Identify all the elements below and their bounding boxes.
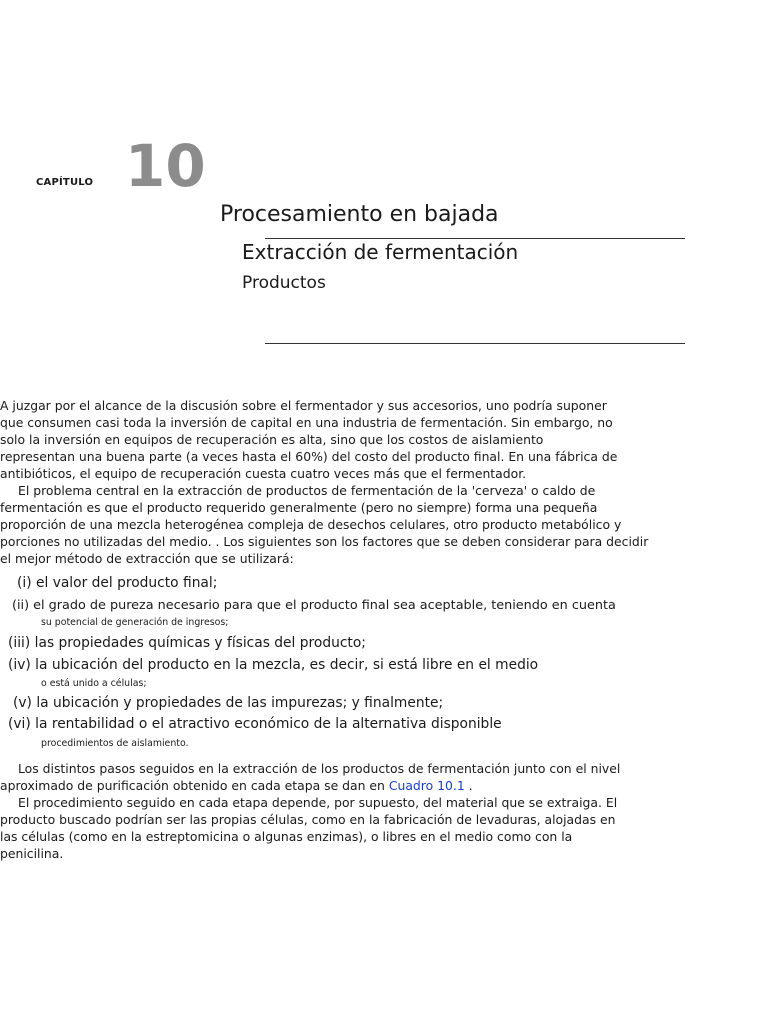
title-rule-bottom — [265, 343, 685, 344]
closing-line — [0, 777, 612, 794]
factor-item-ii: (ii) el grado de pureza necesario para que el producto final sea aceptable, teniendo en cuenta — [12, 598, 616, 613]
factor-item-iii: (iii) las propiedades químicas y físicas del producto; — [8, 635, 366, 651]
chapter-subtitle-line2: Productos — [242, 273, 326, 293]
intro-line: que consumen casi toda la inversión de capital en una industria de fermentación. Sin embargo, no — [0, 415, 613, 430]
intro-line: porciones no utilizadas del medio. . Los siguientes son los factores que se deben considerar para decidir — [0, 534, 649, 549]
closing-line-period: . — [468, 778, 473, 793]
table-10-1-link[interactable]: Cuadro 10.1 — [388, 778, 465, 793]
intro-line: antibióticos, el equipo de recuperación cuesta cuatro veces más que el fermentador. — [0, 466, 527, 481]
chapter-label: CAPÍTULO — [36, 177, 94, 188]
closing-line: El procedimiento seguido en cada etapa depende, por supuesto, del material que se extraiga. El — [18, 795, 618, 810]
intro-line: proporción de una mezcla heterogénea compleja de desechos celulares, otro producto metabólico y — [0, 517, 622, 532]
factor-item-vi: (vi) la rentabilidad o el atractivo económico de la alternativa disponible — [8, 716, 502, 732]
intro-line: solo la inversión en equipos de recuperación es alta, sino que los costos de aislamiento — [0, 432, 544, 447]
chapter-subtitle-line1: Extracción de fermentación — [242, 240, 519, 264]
intro-paragraph — [0, 397, 649, 567]
chapter-title: Procesamiento en bajada — [220, 202, 499, 227]
intro-line: el mejor método de extracción que se utilizará: — [0, 551, 294, 566]
intro-line: fermentación es que el producto requerido generalmente (pero no siempre) forma una pequeña — [0, 500, 598, 515]
factor-item-ii-continuation: su potencial de generación de ingresos; — [41, 617, 229, 628]
factor-item-v: (v) la ubicación y propiedades de las impurezas; y finalmente; — [13, 695, 444, 711]
closing-line-text: aproximado de purificación obtenido en cada etapa se dan en — [0, 778, 385, 793]
factor-item-iv-continuation: o está unido a células; — [41, 678, 147, 689]
factor-item-vi-continuation: procedimientos de aislamiento. — [41, 738, 189, 749]
closing-line: Los distintos pasos seguidos en la extracción de los productos de fermentación junto con el nivel — [18, 761, 621, 776]
closing-line: penicilina. — [0, 846, 64, 861]
intro-line: representan una buena parte (a veces hasta el 60%) del costo del producto final. En una fábrica de — [0, 449, 618, 464]
intro-line: A juzgar por el alcance de la discusión sobre el fermentador y sus accesorios, uno podría suponer — [0, 398, 607, 413]
factor-item-iv: (iv) la ubicación del producto en la mezcla, es decir, si está libre en el medio — [8, 657, 539, 673]
closing-line: producto buscado podrían ser las propias células, como en la fabricación de levaduras, alojadas en — [0, 812, 616, 827]
chapter-number: 10 — [125, 132, 206, 200]
closing-paragraph — [0, 760, 621, 862]
intro-line: El problema central en la extracción de productos de fermentación de la 'cerveza' o caldo de — [18, 483, 596, 498]
closing-line: las células (como en la estreptomicina o algunas enzimas), o libres en el medio como con la — [0, 829, 573, 844]
factor-item-i: (i) el valor del producto final; — [17, 575, 218, 591]
